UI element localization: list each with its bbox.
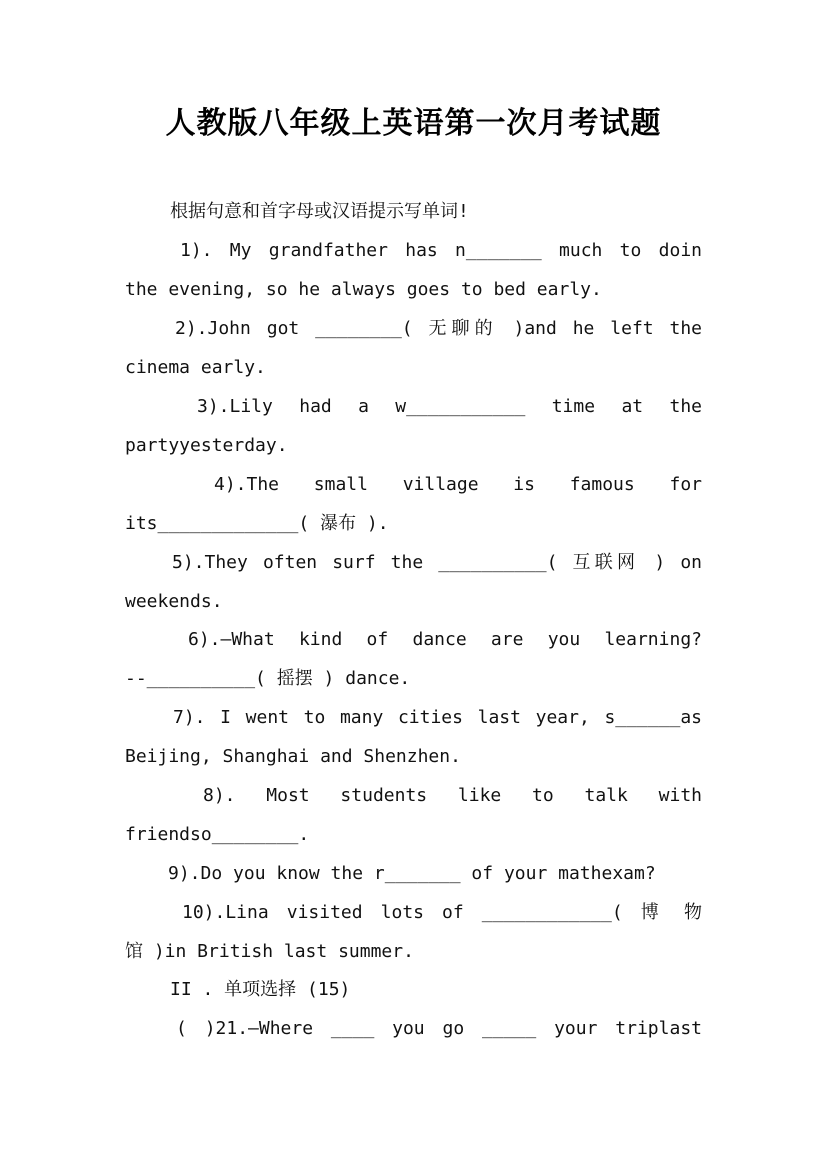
question-line: 2).John got ________( 无聊的 )and he left the — [175, 318, 702, 339]
question-line: 10).Lina visited lots of ____________( 博 物 — [182, 902, 702, 923]
section-header: 根据句意和首字母或汉语提示写单词! — [170, 201, 469, 222]
question-line: 馆 )in British last summer. — [125, 941, 414, 962]
question-line: friendso________. — [125, 824, 310, 845]
question-line: --__________( 摇摆 ) dance. — [125, 668, 411, 689]
question-line: 4).The small village is famous for — [214, 474, 702, 495]
question-line: cinema early. — [125, 357, 266, 378]
question-line: 9).Do you know the r_______ of your mathexam? — [168, 863, 656, 884]
section-header: II . 单项选择 (15) — [170, 979, 351, 1000]
question-line: ( )21.–Where ____ you go _____ your triplast — [176, 1018, 702, 1039]
question-line: partyyesterday. — [125, 435, 288, 456]
question-line: the evening, so he always goes to bed early. — [125, 279, 602, 300]
question-line: 5).They often surf the __________( 互联网 ) on — [172, 552, 702, 573]
question-line: Beijing, Shanghai and Shenzhen. — [125, 746, 461, 767]
page-title: 人教版八年级上英语第一次月考试题 — [165, 106, 662, 141]
question-line: 7). I went to many cities last year, s______as — [173, 707, 702, 728]
question-line: its_____________( 瀑布 ). — [125, 513, 389, 534]
question-line: weekends. — [125, 591, 223, 612]
question-line: 8). Most students like to talk with — [203, 785, 702, 806]
question-line: 6).—What kind of dance are you learning? — [188, 629, 702, 650]
question-line: 1). My grandfather has n_______ much to doin — [180, 240, 702, 261]
question-line: 3).Lily had a w___________ time at the — [197, 396, 702, 417]
